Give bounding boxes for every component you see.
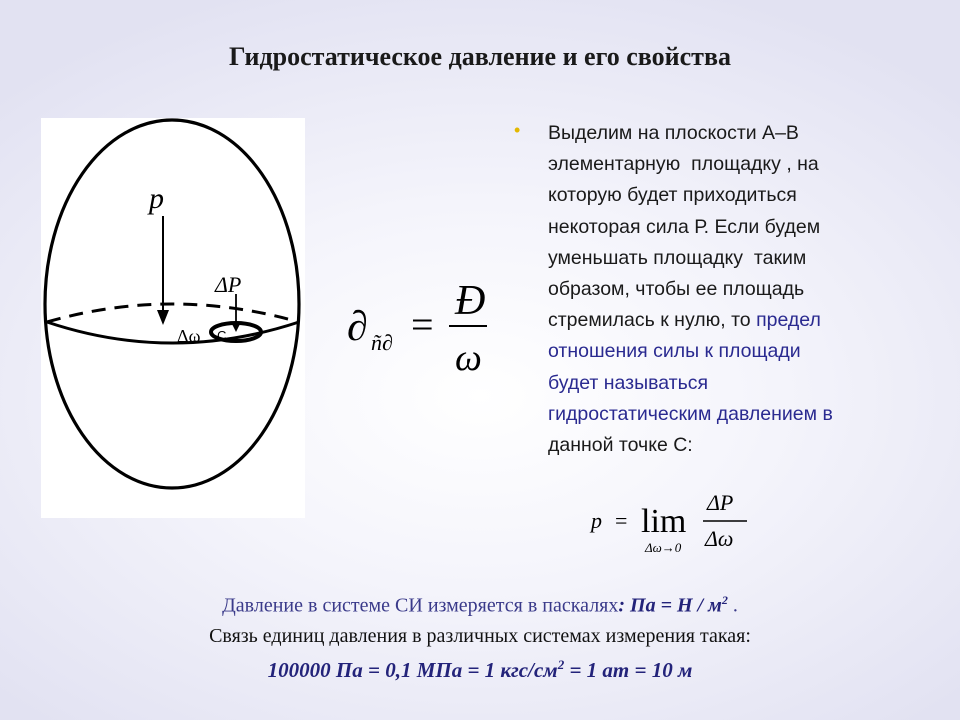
egg-diagram-svg <box>41 118 305 518</box>
lim-equals: = <box>615 508 628 533</box>
force-arrow-p-head <box>157 310 169 325</box>
lim-denominator: Δω <box>705 526 734 551</box>
formula-lhs-sub: ñ∂ <box>371 330 393 355</box>
label-p: p <box>149 182 164 215</box>
bullet-paragraph <box>548 118 918 461</box>
si-units-end: . <box>727 594 738 617</box>
force-arrow-delta-p-head <box>231 322 241 332</box>
bullet-line <box>548 368 918 399</box>
bullet-line: образом, чтобы ее площадь <box>548 278 805 301</box>
label-c: C <box>217 328 227 343</box>
bullet-line <box>548 336 918 367</box>
label-delta-omega: Δω <box>177 326 201 346</box>
lim-word: lim <box>641 503 687 540</box>
formula-lhs: ∂ <box>347 304 368 350</box>
highlight-limit: предел <box>756 309 821 332</box>
formula-numerator: Ð <box>455 278 486 324</box>
pressure-formula <box>345 270 495 385</box>
bullet-point-icon: • <box>514 120 521 140</box>
lim-numerator: ΔP <box>707 490 734 515</box>
bullet-line: некоторая сила Р. Если будем <box>548 215 821 238</box>
si-units-line <box>0 593 960 618</box>
formula-equals: = <box>411 302 434 347</box>
limit-formula-svg <box>585 484 765 564</box>
si-units-formula: Па = Н / м <box>625 594 722 617</box>
lim-subscript: Δω→0 <box>645 540 682 555</box>
bullet-line: стремилась к нулю, то предел <box>548 309 821 332</box>
highlight-hydrostatic: гидростатическим давлением в <box>548 402 833 425</box>
conversion-part-2: = 1 ат = 10 м <box>564 658 693 682</box>
bullet-line: уменьшать площадку таким <box>548 246 807 269</box>
bullet-line: которую будет приходиться <box>548 184 797 207</box>
bullet-line <box>548 399 918 430</box>
bullet-line: Выделим на плоскости А–В <box>548 122 799 144</box>
bullet-line: элементарную площадку , на <box>548 153 819 176</box>
bullet-line: данной точке С: <box>548 434 693 457</box>
label-delta-p: ΔP <box>215 272 242 297</box>
plane-back-dashed <box>47 304 299 322</box>
lim-p: p <box>591 508 602 533</box>
conversion-part-1: 100000 Па = 0,1 МПа = 1 кгс/см <box>267 658 558 682</box>
si-units-exponent: 2 <box>721 593 728 607</box>
formula-denominator: ω <box>455 337 482 379</box>
highlight-called: будет называться <box>548 371 709 394</box>
egg-diagram <box>41 118 305 518</box>
conversion-exponent: 2 <box>557 657 565 672</box>
limit-formula <box>585 484 765 569</box>
highlight-ratio: отношения силы к площади <box>548 340 801 363</box>
si-units-colon: : <box>618 594 626 617</box>
si-units-text: Давление в системе СИ измеряется в паскалях <box>222 594 619 617</box>
pressure-formula-svg <box>345 270 495 380</box>
units-conversion-line <box>0 657 960 683</box>
units-relation-line: Связь единиц давления в различных системах измерения такая: <box>209 625 751 647</box>
slide-title: Гидростатическое давление и его свойства <box>229 42 731 71</box>
